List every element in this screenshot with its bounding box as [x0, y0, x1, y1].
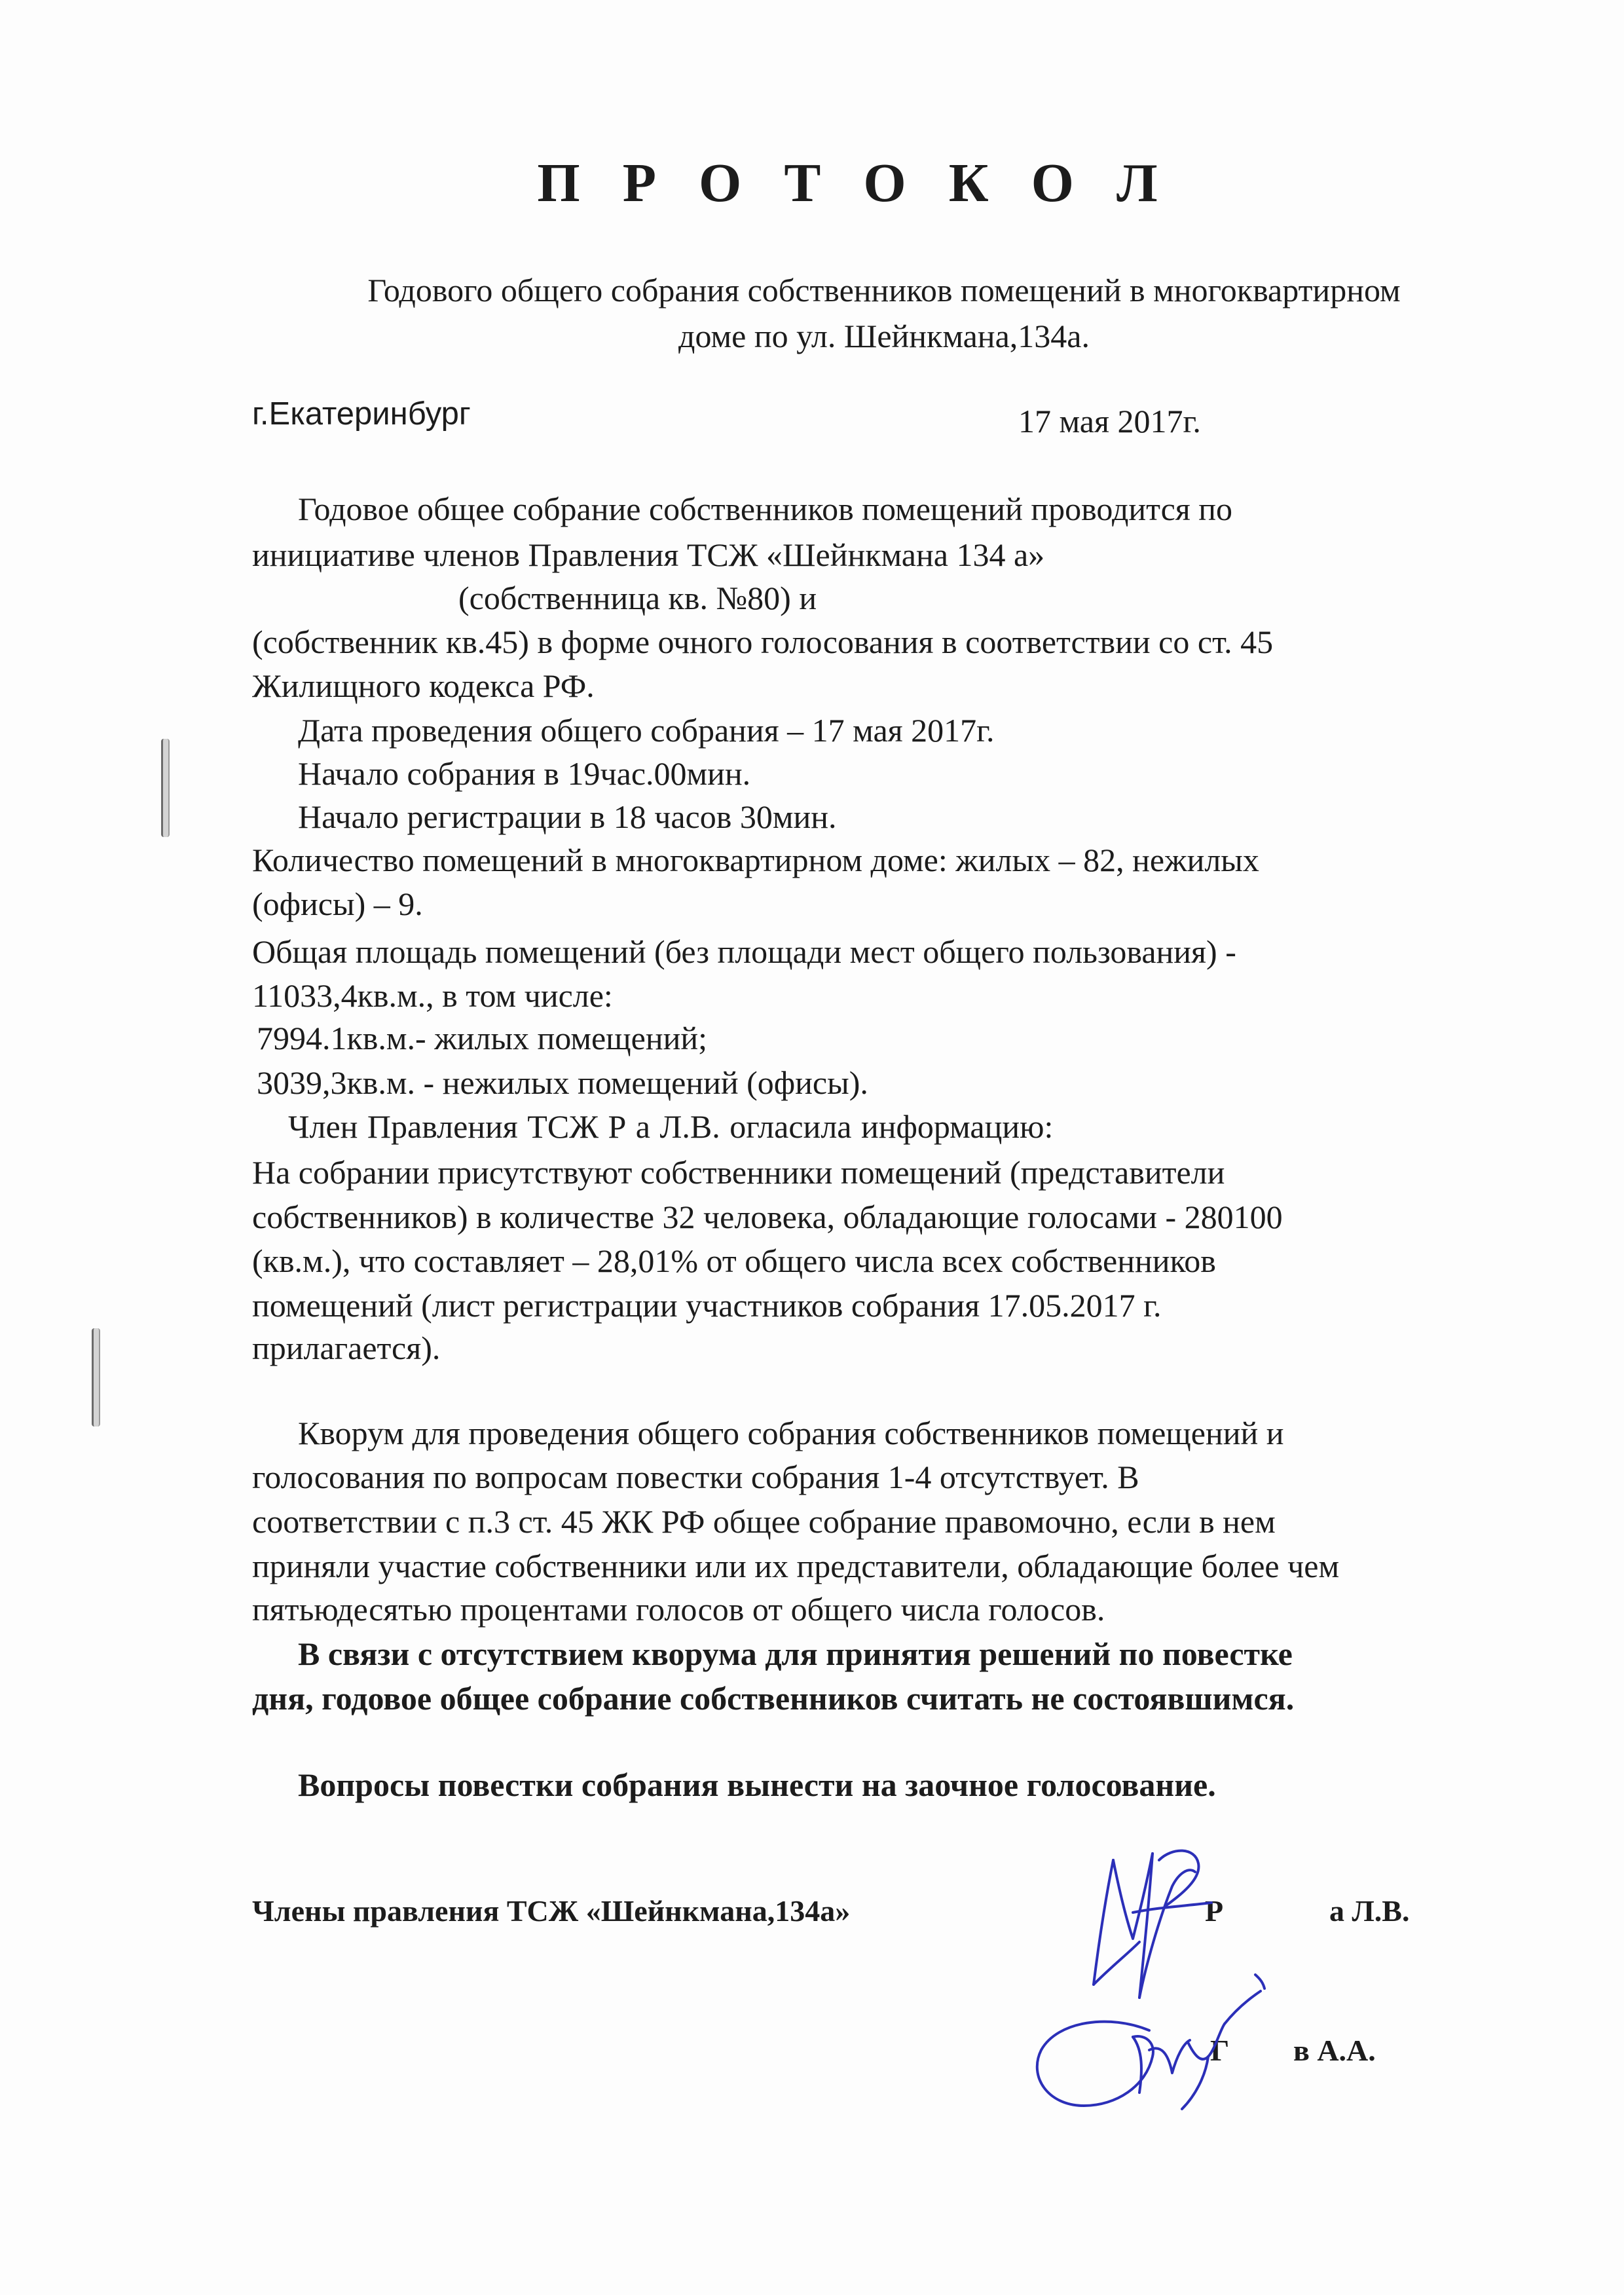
staple-mark-lower [92, 1328, 100, 1427]
body-line: Кворум для проведения общего собрания собственников помещений и [298, 1415, 1284, 1451]
body-line: (собственница кв. №80) и [458, 580, 817, 616]
body-line: приняли участие собственники или их представители, обладающие более чем [252, 1548, 1340, 1584]
body-line: Начало собрания в 19час.00мин. [298, 755, 751, 792]
body-line: 7994.1кв.м.- жилых помещений; [257, 1020, 708, 1056]
decision-line: Вопросы повестки собрания вынести на заочное голосование. [298, 1766, 1216, 1803]
body-line: (кв.м.), что составляет – 28,01% от общего числа всех собственников [252, 1242, 1216, 1279]
staple-mark-upper [161, 739, 170, 837]
body-line: На собрании присутствуют собственники помещений (представители [252, 1154, 1225, 1191]
conclusion-line: В связи с отсутствием кворума для принятия решений по повестке [298, 1635, 1293, 1672]
body-line: инициативе членов Правления ТСЖ «Шейнкмана 134 а» [252, 536, 1045, 573]
signer1-initial: Р [1205, 1894, 1224, 1928]
signature-2 [1012, 1952, 1287, 2122]
body-line: (собственник кв.45) в форме очного голосования в соответствии со ст. 45 [252, 624, 1274, 660]
subtitle-line-1: Годового общего собрания собственников помещений в многоквартирном [367, 272, 1401, 308]
body-line: соответствии с п.3 ст. 45 ЖК РФ общее собрание правомочно, если в нем [252, 1503, 1276, 1540]
document-title: П Р О Т О К О Л [537, 153, 1172, 214]
body-line: прилагается). [252, 1330, 441, 1366]
body-line: Общая площадь помещений (без площади мест общего пользования) - [252, 933, 1236, 970]
body-line: (офисы) – 9. [252, 886, 423, 922]
body-line: Жилищного кодекса РФ. [252, 667, 595, 704]
subtitle-line-2: доме по ул. Шейнкмана,134а. [678, 318, 1090, 354]
body-line: пятьюдесятью процентами голосов от общего числа голосов. [252, 1591, 1105, 1628]
body-line: помещений (лист регистрации участников собрания 17.05.2017 г. [252, 1287, 1162, 1324]
body-line: Член Правления ТСЖ Р а Л.В. огласила информацию: [288, 1108, 1054, 1145]
signatures-label: Члены правления ТСЖ «Шейнкмана,134а» [252, 1894, 851, 1928]
body-line: Начало регистрации в 18 часов 30мин. [298, 798, 837, 835]
document-date: 17 мая 2017г. [1018, 403, 1201, 439]
body-line: собственников) в количестве 32 человека, обладающие голосами - 280100 [252, 1199, 1283, 1235]
document-city: г.Екатеринбург [252, 396, 471, 432]
conclusion-line: дня, годовое общее собрание собственников считать не состоявшимся. [252, 1680, 1295, 1717]
signer2-initial: Г [1210, 2034, 1230, 2067]
body-line: 11033,4кв.м., в том числе: [252, 977, 613, 1014]
body-line: Дата проведения общего собрания – 17 мая 2017г. [298, 712, 995, 749]
body-line: голосования по вопросам повестки собрания 1-4 отсутствует. В [252, 1459, 1139, 1495]
body-line: Годовое общее собрание собственников помещений проводится по [298, 491, 1233, 527]
document-subtitle [236, 267, 1532, 359]
signer1-name: а Л.В. [1329, 1894, 1410, 1928]
body-line: 3039,3кв.м. - нежилых помещений (офисы). [257, 1064, 868, 1101]
body-line: Количество помещений в многоквартирном доме: жилых – 82, нежилых [252, 842, 1259, 878]
signer2-name: в А.А. [1293, 2034, 1376, 2067]
